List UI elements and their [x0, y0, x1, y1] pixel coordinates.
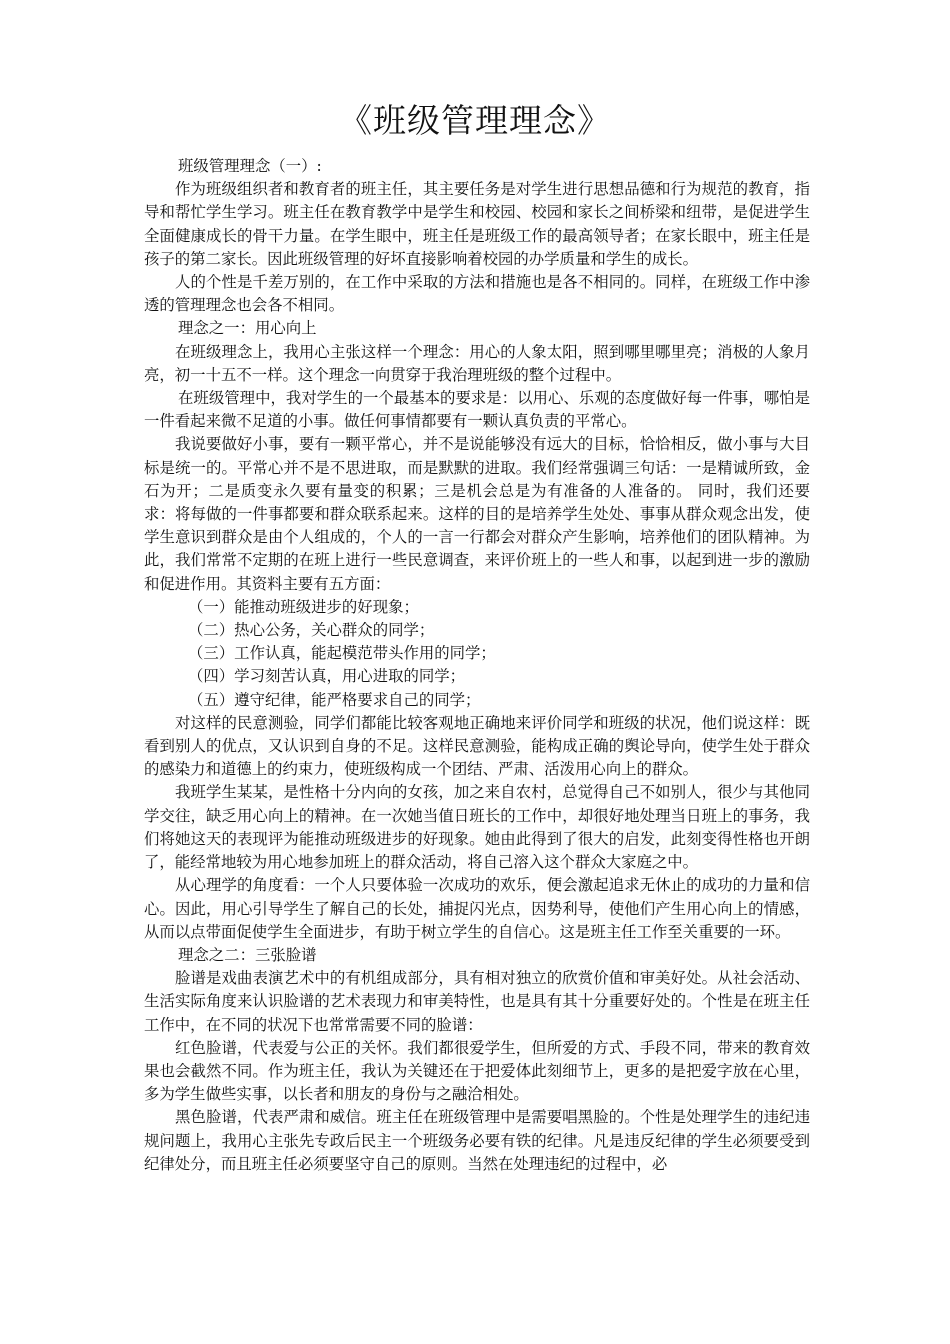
paragraph: 我班学生某某，是性格十分内向的女孩，加之来自农村，总觉得自己不如别人，很少与其他同学交往，缺乏用心向上的精神。在一次她当值日班长的工作中，却很好地处理当日班上的事务，我们将她这天的表现评为能推动班级进步的好现象。她由此得到了很大的启发，此刻变得性格也开朗了，能经常地较为用心地参加班上的群众活动，将自己溶入这个群众大家庭之中。: [144, 783, 810, 872]
paragraph: 人的个性是千差万别的，在工作中采取的方法和措施也是各不相同的。同样，在班级工作中渗透的管理理念也会各不相同。: [144, 273, 810, 315]
paragraph: 从心理学的角度看：一个人只要体验一次成功的欢乐，便会激起追求无休止的成功的力量和信心。因此，用心引导学生了解自己的长处，捕捉闪光点，因势利导，使他们产生用心向上的情感，从而以点带面促使学生全面进步，有助于树立学生的自信心。这是班主任工作至关重要的一环。: [144, 876, 810, 941]
paragraph: 我说要做好小事，要有一颗平常心，并不是说能够没有远大的目标，恰恰相反，做小事与大目标是统一的。平常心并不是不思进取，而是默默的进取。我们经常强调三句话：一是精诚所致，金石为开；二是质变永久要有量变的积累；三是机会总是为有准备的人准备的。 同时，我们还要求：将每做的一件事都要和群众联系起来。这样的目的是培养学生处处、事事从群众观念出发，使学生意识到群众是由个人组成的，个人的一言一行都会对群众产生影响，培养他们的团队精神。为此，我们常常不定期的在班上进行一些民意调查，来评价班上的一些人和事，以起到进一步的激励和促进作用。其资料主要有五方面：: [144, 435, 810, 593]
section-heading: 班级管理理念（一）:: [178, 157, 322, 175]
list-item: （四）学习刻苦认真，用心进取的同学；: [188, 667, 466, 686]
document-title: 《班级管理理念》: [339, 101, 611, 140]
list-item: （一）能推动班级进步的好现象；: [188, 597, 419, 616]
paragraph: 在班级管理中，我对学生的一个最基本的要求是：以用心、乐观的态度做好每一件事，哪怕是一件看起来微不足道的小事。做任何事情都要有一颗认真负责的平常心。: [144, 389, 810, 431]
paragraph: 作为班级组织者和教育者的班主任，其主要任务是对学生进行思想品德和行为规范的教育，指导和帮忙学生学习。班主任在教育教学中是学生和校园、校园和家长之间桥梁和纽带，是促进学生全面健康成长的骨干力量。在学生眼中，班主任是班级工作的最高领导者；在家长眼中，班主任是孩子的第二家长。因此班级管理的好坏直接影响着校园的办学质量和学生的成长。: [144, 180, 810, 268]
section-heading: 理念之一：用心向上: [178, 319, 317, 338]
paragraph: 在班级理念上，我用心主张这样一个理念：用心的人象太阳，照到哪里哪里亮；消极的人象月亮，初一十五不一样。这个理念一向贯穿于我治理班级的整个过程中。: [144, 342, 810, 384]
list-item: （五）遵守纪律，能严格要求自己的同学；: [188, 690, 481, 709]
list-item: （三）工作认真，能起模范带头作用的同学；: [188, 644, 496, 663]
section-heading: 理念之二：三张脸谱: [178, 945, 317, 964]
list-item: （二）热心公务，关心群众的同学；: [188, 621, 435, 640]
paragraph: 红色脸谱，代表爱与公正的关怀。我们都很爱学生，但所爱的方式、手段不同，带来的教育效果也会截然不同。作为班主任，我认为关键还在于把爱体此刻细节上，更多的是把爱字放在心里，多为学生做些实事，以长者和朋友的身份与之融洽相处。: [144, 1038, 810, 1104]
paragraph: 对这样的民意测验，同学们都能比较客观地正确地来评价同学和班级的状况，他们说这样：既看到别人的优点，又认识到自身的不足。这样民意测验，能构成正确的舆论导向，使学生处于群众的感染力和道德上的约束力，使班级构成一个团结、严肃、活泼用心向上的群众。: [144, 713, 810, 779]
document-body: [144, 155, 810, 1176]
paragraph: 黑色脸谱，代表严肃和威信。班主任在班级管理中是需要唱黑脸的。个性是处理学生的违纪违规问题上，我用心主张先专政后民主一个班级务必要有铁的纪律。凡是违反纪律的学生必须要受到纪律处分，而且班主任必须要坚守自己的原则。当然在处理违纪的过程中，必: [144, 1108, 810, 1173]
paragraph: 脸谱是戏曲表演艺术中的有机组成部分，具有相对独立的欣赏价值和审美好处。从社会活动、生活实际角度来认识脸谱的艺术表现力和审美特性，也是具有其十分重要好处的。个性是在班主任工作中，在不同的状况下也常常需要不同的脸谱：: [144, 969, 810, 1034]
